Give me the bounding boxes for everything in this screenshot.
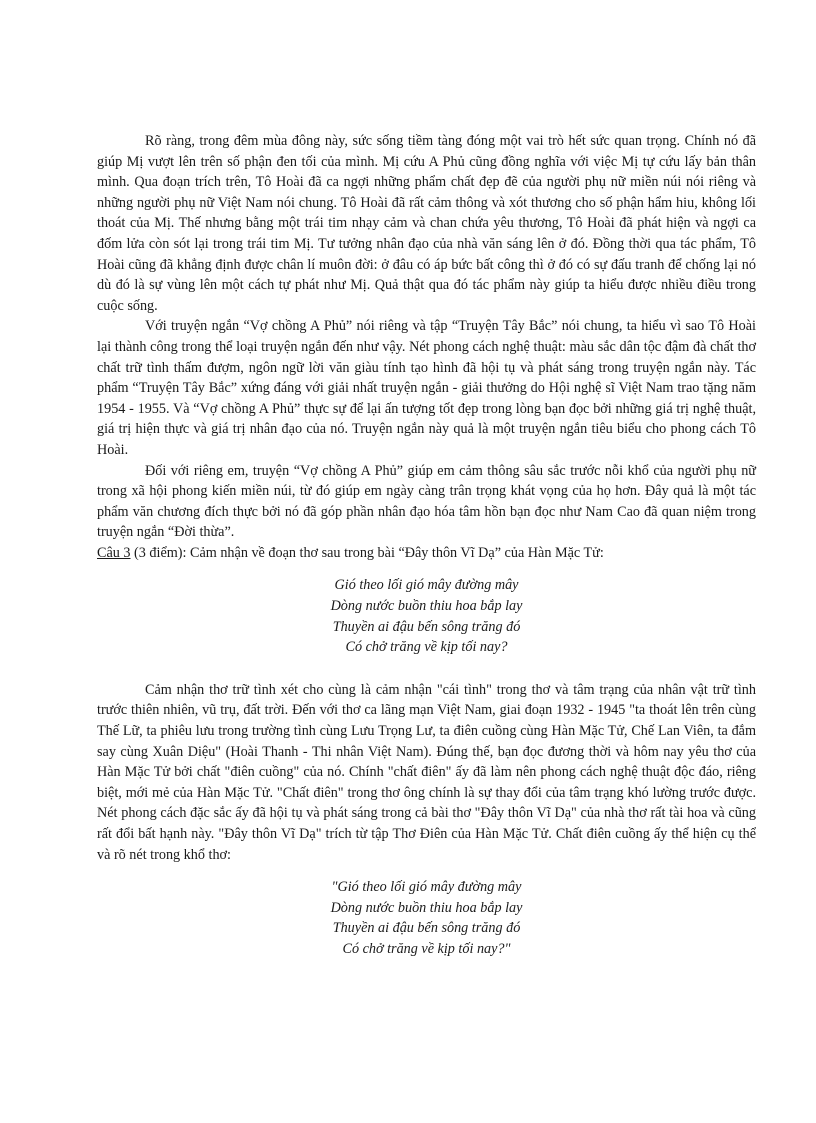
- question-label: Câu 3: [97, 544, 131, 561]
- poem-line: Có chở trăng về kịp tối nay?: [345, 639, 508, 656]
- poem-line: Thuyền ai đậu bến sông trăng đó: [332, 920, 521, 937]
- poem-block-2: [97, 877, 756, 959]
- question-text: (3 điểm): Cảm nhận về đoạn thơ sau trong bài “Đây thôn Vĩ Dạ” của Hàn Mặc Tử:: [130, 544, 604, 561]
- poem-line: Thuyền ai đậu bến sông trăng đó: [332, 618, 521, 635]
- poem-line: Dòng nước buồn thiu hoa bắp lay: [330, 598, 523, 615]
- poem-line: Gió theo lối gió mây đường mây: [334, 577, 519, 594]
- question-heading: [97, 543, 756, 564]
- poem-line: "Gió theo lối gió mây đường mây: [331, 879, 522, 896]
- paragraph-3: Đối với riêng em, truyện “Vợ chồng A Phủ” giúp em cảm thông sâu sắc trước nỗi khổ của người phụ nữ trong xã hội phong kiến miền núi, từ đó giúp em ngày càng trân trọng khát vọng của họ hơn. Đây quả là một tác phẩm văn chương đích thực bởi nó đã góp phần nhân đạo hóa tâm hồn bạn đọc như Nam Cao đã quan niệm trong truyện ngắn “Đời thừa”.: [97, 462, 756, 541]
- poem-line: Có chở trăng về kịp tối nay?": [342, 940, 511, 957]
- poem-line: Dòng nước buồn thiu hoa bắp lay: [330, 899, 523, 916]
- paragraph-4: Cảm nhận thơ trữ tình xét cho cùng là cảm nhận "cái tình" trong thơ và tâm trạng của nhân vật trữ tình trước thiên nhiên, vũ trụ, đất trời. Đến với thơ ca lãng mạn Việt Nam, giai đoạn 1932 - 1945 "ta thoát lên trên cùng Thế Lữ, ta phiêu lưu trong trường tình cùng Lưu Trọng Lư, ta điên cuồng cùng Hàn Mặc Tử, Chế Lan Viên, ta đắm say cùng Xuân Diệu" (Hoài Thanh - Thi nhân Việt Nam). Đúng thế, bạn đọc đương thời và hôm nay yêu thơ của Hàn Mặc Tử bởi chất "điên cuồng" của nó. Chính "chất điên" ấy đã làm nên phong cách nghệ thuật độc đáo, riêng biệt, mới mẻ của Hàn Mặc Tử. "Chất điên" trong thơ ông chính là sự thay đổi của tâm trạng khó lường trước được. Nét phong cách đặc sắc ấy đã hội tụ và phát sáng trong cả bài thơ "Đây thôn Vĩ Dạ" của nhà thơ rất tài hoa và cũng rất đổi bất hạnh này. "Đây thôn Vĩ Dạ" trích từ tập Thơ Điên của Hàn Mặc Tử. Chất điên cuồng ấy thể hiện cụ thể và rõ nét trong khổ thơ:: [97, 681, 756, 863]
- spacer: [97, 672, 756, 680]
- poem-block-1: [97, 575, 756, 657]
- paragraph-1: Rõ ràng, trong đêm mùa đông này, sức sống tiềm tàng đóng một vai trò hết sức quan trọng. Chính nó đã giúp Mị vượt lên trên số phận đen tối của mình. Mị cứu A Phủ cũng đồng nghĩa với việc Mị tự cứu lấy bản thân mình. Qua đoạn trích trên, Tô Hoài đã ca ngợi những phẩm chất đẹp đẽ của người phụ nữ miền núi nói riêng và những người phụ nữ Việt Nam nói chung. Tô Hoài đã rất cảm thông và xót thương cho số phận hẩm hiu, không lối thoát của Mị. Thế nhưng bằng một trái tim nhạy cảm và chan chứa yêu thương, Tô Hoài đã phát hiện và ngợi ca đốm lửa còn sót lại trong trái tim Mị. Tư tưởng nhân đạo của nhà văn sáng lên ở đó. Đồng thời qua tác phẩm, Tô Hoài cũng đã khẳng định được chân lí muôn đời: ở đâu có áp bức bất công thì ở đó có sự đấu tranh để chống lại nó dù đó là sự vùng lên một cách tự phát như Mị. Quả thật qua đó tác phẩm này giúp ta hiểu được nhiều điều trong cuộc sống.: [97, 133, 756, 314]
- paragraph-2: Với truyện ngắn “Vợ chồng A Phủ” nói riêng và tập “Truyện Tây Bắc” nói chung, ta hiểu vì sao Tô Hoài lại thành công trong thể loại truyện ngắn đến như vậy. Nét phong cách nghệ thuật: màu sắc dân tộc đậm đà chất thơ chất trữ tình thấm đượm, ngôn ngữ lời văn giàu tính tạo hình đã hội tụ và phát sáng trong truyện ngắn này. Tác phẩm “Truyện Tây Bắc” xứng đáng với giải nhất truyện ngắn - giải thưởng do Hội nghệ sĩ Việt Nam trao tặng năm 1954 - 1955. Và “Vợ chồng A Phủ” thực sự để lại ấn tượng tốt đẹp trong lòng bạn đọc bởi những giá trị nghệ thuật, giá trị hiện thực và giá trị nhân đạo của nó. Truyện ngắn này quả là một truyện ngắn tiêu biểu cho phong cách Tô Hoài.: [97, 318, 756, 458]
